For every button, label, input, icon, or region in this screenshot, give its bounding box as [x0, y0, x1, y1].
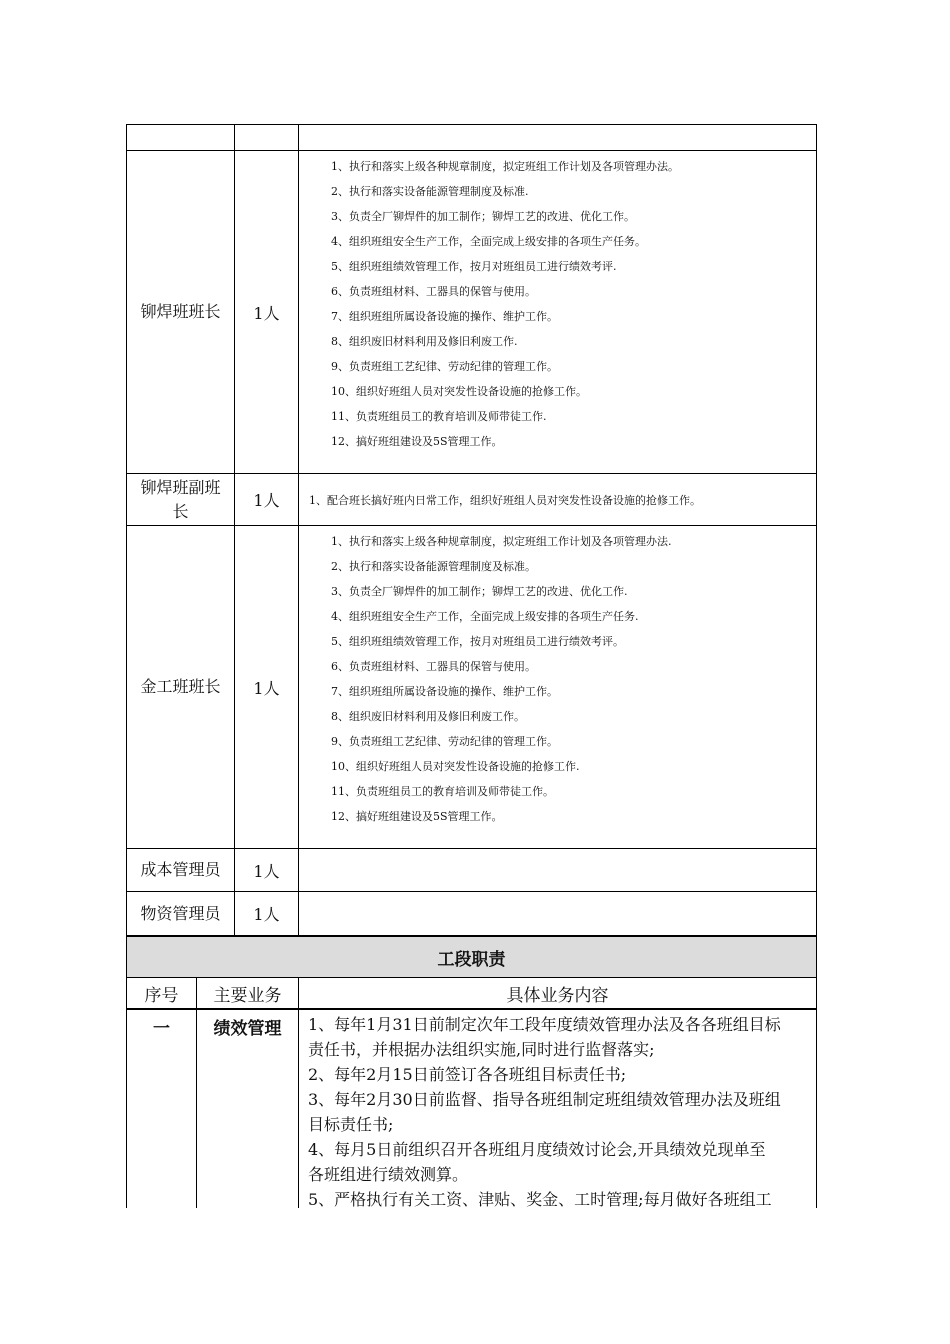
duty-item: 10、组织好班组人员对突发性设备设施的抢修工作。 — [331, 385, 587, 398]
count-cell: 1人 — [235, 849, 299, 891]
duty-item: 1、执行和落实上级各种规章制度，拟定班组工作计划及各项管理办法. — [331, 535, 672, 548]
role-cell: 成本管理员 — [127, 849, 235, 891]
role-cell: 铆焊班班长 — [127, 151, 235, 473]
duties-cell — [299, 125, 816, 150]
header-no: 序号 — [127, 978, 197, 1008]
content-line: 2、每年2月15日前签订各各班组目标责任书; — [308, 1065, 627, 1084]
table-row-material-admin — [127, 892, 816, 935]
table-row-riveting-deputy — [127, 474, 816, 526]
role-cell: 物资管理员 — [127, 892, 235, 935]
table-row-riveting-leader — [127, 151, 816, 474]
duty-item: 5、组织班组绩效管理工作，按月对班组员工进行绩效考评. — [331, 260, 617, 273]
content-line: 目标责任书; — [308, 1115, 394, 1134]
duty-item: 10、组织好班组人员对突发性设备设施的抢修工作. — [331, 760, 580, 773]
duty-item: 3、负责全厂铆焊件的加工制作；铆焊工艺的改进、优化工作. — [331, 585, 628, 598]
duty-item: 1、执行和落实上级各种规章制度，拟定班组工作计划及各项管理办法。 — [331, 160, 679, 173]
count-cell: 1人 — [235, 151, 299, 473]
content-line: 4、每月5日前组织召开各班组月度绩效讨论会,开具绩效兑现单至 — [308, 1140, 766, 1159]
duty-item: 6、负责班组材料、工器具的保管与使用。 — [331, 285, 536, 298]
table-row-metalwork-leader — [127, 526, 816, 849]
duties-cell — [299, 892, 816, 935]
duty-item: 3、负责全厂铆焊件的加工制作；铆焊工艺的改进、优化工作。 — [331, 210, 635, 223]
duty-item: 4、组织班组安全生产工作，全面完成上级安排的各项生产任务。 — [331, 235, 646, 248]
duties-cell — [299, 474, 816, 525]
duty-item: 12、搞好班组建设及5S管理工作。 — [331, 435, 503, 448]
table-row-empty — [127, 124, 816, 151]
item-no: 一 — [127, 1010, 197, 1208]
content-line: 责任书，并根据办法组织实施,同时进行监督落实; — [308, 1040, 655, 1059]
role-cell: 金工班班长 — [127, 526, 235, 848]
duty-item: 8、组织废旧材料利用及修旧利废工作. — [331, 335, 518, 348]
duty-item: 9、负责班组工艺纪律、劳动纪律的管理工作。 — [331, 360, 558, 373]
count-cell: 1人 — [235, 892, 299, 935]
header-content: 具体业务内容 — [506, 985, 609, 1006]
table-row-performance — [127, 1010, 816, 1208]
content-line: 3、每年2月30日前监督、指导各班组制定班组绩效管理办法及班组 — [308, 1090, 781, 1109]
duty-item: 7、组织班组所属设备设施的操作、维护工作。 — [331, 310, 558, 323]
duty-item: 8、组织废旧材料利用及修旧利废工作。 — [331, 710, 525, 723]
duty-item: 2、执行和落实设备能源管理制度及标准。 — [331, 560, 536, 573]
role-cell: 铆焊班副班长 — [127, 474, 235, 525]
duty-item: 1、配合班长搞好班内日常工作，组织好班组人员对突发性设备设施的抢修工作。 — [309, 493, 701, 507]
item-content — [299, 1010, 816, 1208]
item-business: 绩效管理 — [197, 1010, 299, 1208]
duties-cell — [299, 849, 816, 891]
duty-item: 7、组织班组所属设备设施的操作、维护工作。 — [331, 685, 558, 698]
section-header-row — [127, 978, 816, 1010]
duty-item: 11、负责班组员工的教育培训及师带徒工作. — [331, 410, 547, 423]
count-cell: 1人 — [235, 474, 299, 525]
count-cell: 1人 — [235, 526, 299, 848]
table-row-cost-admin — [127, 849, 816, 892]
duty-item: 2、执行和落实设备能源管理制度及标准. — [331, 185, 529, 198]
content-line: 1、每年1月31日前制定次年工段年度绩效管理办法及各各班组目标 — [308, 1015, 781, 1034]
duty-item: 11、负责班组员工的教育培训及师带徒工作。 — [331, 785, 554, 798]
section-title: 工段职责 — [127, 935, 816, 978]
header-business: 主要业务 — [197, 978, 299, 1008]
duty-item: 9、负责班组工艺纪律、劳动纪律的管理工作。 — [331, 735, 558, 748]
duty-item: 4、组织班组安全生产工作，全面完成上级安排的各项生产任务. — [331, 610, 639, 623]
duties-list — [299, 151, 816, 473]
role-cell — [127, 125, 235, 150]
duty-item: 5、组织班组绩效管理工作，按月对班组员工进行绩效考评。 — [331, 635, 624, 648]
content-line: 5、严格执行有关工资、津贴、奖金、工时管理;每月做好各班组工 — [308, 1190, 772, 1209]
count-cell — [235, 125, 299, 150]
content-line: 各班组进行绩效测算。 — [308, 1165, 469, 1184]
duties-table — [126, 124, 817, 1208]
duty-item: 6、负责班组材料、工器具的保管与使用。 — [331, 660, 536, 673]
duties-list — [299, 526, 816, 848]
duty-item: 12、搞好班组建设及5S管理工作。 — [331, 810, 503, 823]
